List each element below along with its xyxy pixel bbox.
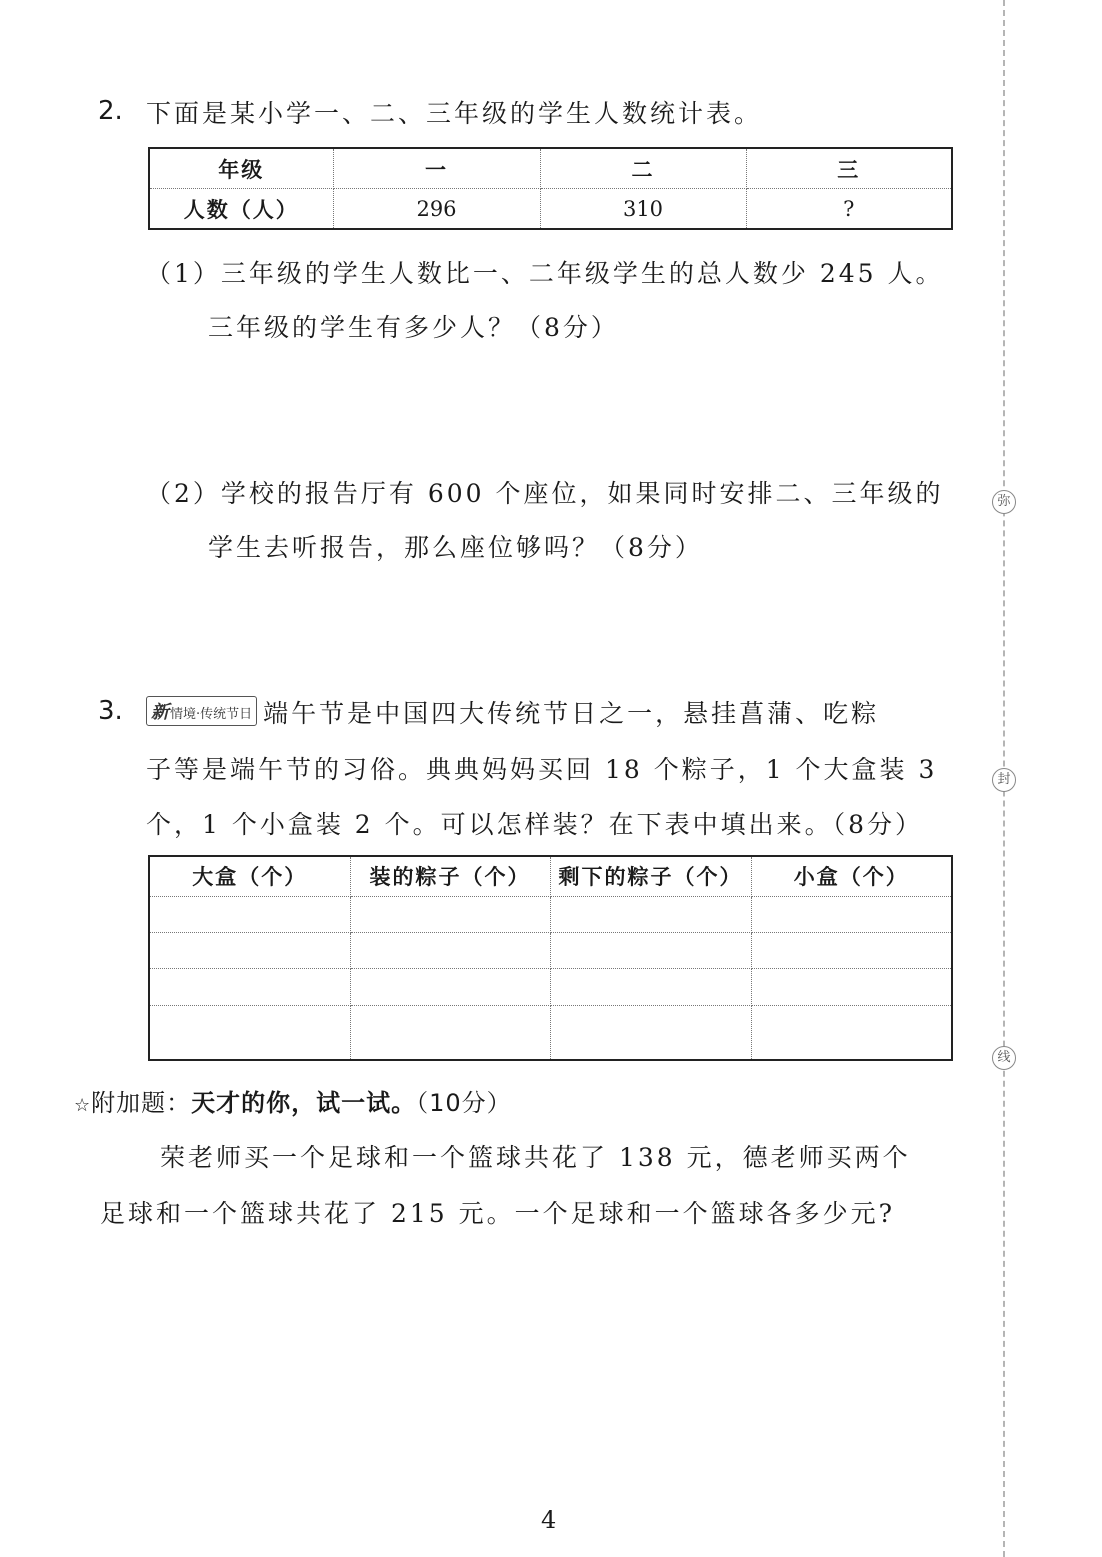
q3-number: 3.: [98, 696, 123, 726]
star-icon: ☆: [74, 1095, 92, 1116]
q2-row-label: 人数（人）: [149, 189, 333, 230]
q2-table-row: [149, 189, 952, 230]
answer-cell[interactable]: [350, 896, 550, 932]
answer-cell[interactable]: [751, 896, 952, 932]
answer-cell[interactable]: [350, 969, 550, 1005]
q3-line2: 子等是端午节的习俗。典典妈妈买回 18 个粽子，1 个大盒装 3: [146, 755, 938, 784]
q2-table: [148, 147, 953, 230]
answer-cell[interactable]: [149, 932, 350, 968]
answer-cell[interactable]: [751, 969, 952, 1005]
new-context-tag-big: 新: [151, 702, 169, 723]
answer-cell[interactable]: [550, 1005, 751, 1060]
q3-header-cell: 大盒（个）: [149, 856, 350, 896]
answer-cell[interactable]: [149, 969, 350, 1005]
q2-cell-value: 310: [540, 189, 746, 230]
q3-table: [148, 855, 953, 1061]
q3-answer-row: [149, 969, 952, 1005]
q2-header-cell: 年级: [149, 148, 333, 189]
q2-sub1-line1: （1）三年级的学生人数比一、二年级学生的总人数少 245 人。: [146, 259, 944, 288]
q3-answer-row: [149, 896, 952, 932]
q3-header-cell: 剩下的粽子（个）: [550, 856, 751, 896]
answer-cell[interactable]: [550, 896, 751, 932]
q3-header-cell: 装的粽子（个）: [350, 856, 550, 896]
q2-intro: 下面是某小学一、二、三年级的学生人数统计表。: [146, 99, 763, 128]
q2-sub1-line2: 三年级的学生有多少人？（8分）: [208, 313, 619, 342]
answer-cell[interactable]: [751, 932, 952, 968]
answer-cell[interactable]: [350, 932, 550, 968]
bonus-line1: 荣老师买一个足球和一个篮球共花了 138 元，德老师买两个: [160, 1143, 911, 1172]
q3-answer-row: [149, 932, 952, 968]
q2-header-cell: 二: [540, 148, 746, 189]
bonus-title: 天才的你，试一试。: [191, 1089, 417, 1117]
q2-sub2-line1: （2）学校的报告厅有 600 个座位，如果同时安排二、三年级的: [146, 479, 944, 508]
new-context-tag: [146, 696, 257, 726]
new-context-tag-label: 情境·传统节日: [170, 707, 253, 722]
answer-cell[interactable]: [149, 896, 350, 932]
q3-line1-text: 端午节是中国四大传统节日之一，悬挂菖蒲、吃粽: [263, 699, 880, 728]
answer-cell[interactable]: [350, 1005, 550, 1060]
answer-cell[interactable]: [550, 932, 751, 968]
q3-line3: 个，1 个小盒装 2 个。可以怎样装？在下表中填出来。（8分）: [146, 810, 924, 839]
q2-number: 2.: [98, 96, 123, 126]
q2-header-cell: 一: [333, 148, 540, 189]
bonus-score: （10分）: [416, 1089, 512, 1117]
answer-cell[interactable]: [149, 1005, 350, 1060]
seal-mark-1: 弥: [992, 490, 1016, 514]
bonus-label: 附加题：: [91, 1089, 192, 1117]
q2-header-cell: 三: [746, 148, 952, 189]
answer-cell[interactable]: [751, 1005, 952, 1060]
q2-table-header: [149, 148, 952, 189]
q3-line1: [146, 694, 879, 730]
seal-mark-2: 封: [992, 768, 1016, 792]
seal-mark-3: 线: [992, 1046, 1016, 1070]
answer-cell[interactable]: [550, 969, 751, 1005]
q2-cell-value: ?: [843, 196, 855, 221]
q2-sub2-line2: 学生去听报告，那么座位够吗？（8分）: [208, 533, 703, 562]
bonus-heading: [74, 1083, 512, 1118]
q2-cell-value: 296: [333, 189, 540, 230]
q3-header-cell: 小盒（个）: [751, 856, 952, 896]
q3-answer-row: [149, 1005, 952, 1060]
q3-table-header: [149, 856, 952, 896]
page-number: 4: [541, 1506, 557, 1534]
bonus-line2: 足球和一个篮球共花了 215 元。一个足球和一个篮球各多少元?: [100, 1199, 896, 1228]
